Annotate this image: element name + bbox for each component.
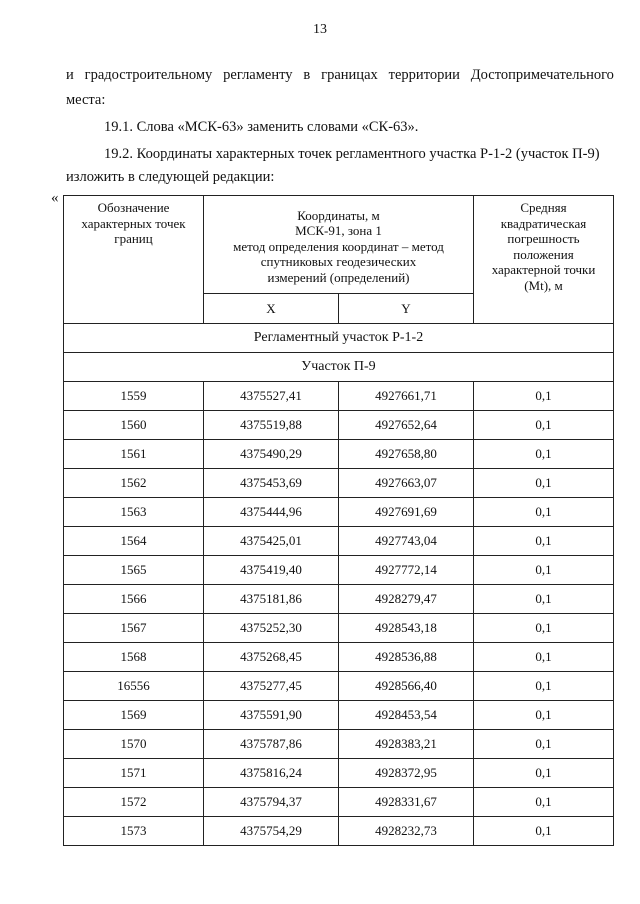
y-cell: 4928331,67: [339, 788, 474, 817]
header-text: квадратическая: [500, 215, 587, 231]
x-cell: 4375794,37: [204, 788, 339, 817]
y-cell: 4927663,07: [339, 469, 474, 498]
header-text: (Mt), м: [524, 277, 563, 293]
y-cell: 4928232,73: [339, 817, 474, 846]
mt-cell: 0,1: [474, 759, 614, 788]
x-cell: 4375419,40: [204, 556, 339, 585]
x-cell: 4375181,86: [204, 585, 339, 614]
word: территории: [388, 67, 460, 83]
x-cell: 4375444,96: [204, 498, 339, 527]
word: Достопримечательного: [470, 67, 614, 83]
table-row: [64, 643, 614, 672]
word: границах: [321, 67, 378, 83]
header-text: погрешность: [507, 231, 580, 246]
point-id-cell: 1568: [64, 643, 204, 672]
mt-cell: 0,1: [474, 643, 614, 672]
section-row: [64, 324, 614, 353]
mt-cell: 0,1: [474, 788, 614, 817]
table-row: [64, 527, 614, 556]
y-cell: 4928543,18: [339, 614, 474, 643]
word: градостроительному: [84, 67, 213, 83]
point-id-cell: 1571: [64, 759, 204, 788]
item-19-2-continuation: изложить в следующей редакции:: [66, 169, 275, 185]
x-cell: 4375453,69: [204, 469, 339, 498]
mt-cell: 0,1: [474, 411, 614, 440]
table-row: [64, 701, 614, 730]
point-id-cell: 1567: [64, 614, 204, 643]
point-id-cell: 1561: [64, 440, 204, 469]
point-id-cell: 1566: [64, 585, 204, 614]
table-row: [64, 469, 614, 498]
table-row: [64, 440, 614, 469]
x-cell: 4375591,90: [204, 701, 339, 730]
paragraph-line-2: места:: [66, 92, 106, 108]
header-x: X: [204, 294, 339, 324]
page-number: 13: [313, 22, 327, 37]
mt-cell: 0,1: [474, 527, 614, 556]
header-text: Обозначение: [97, 200, 170, 215]
header-designation: [64, 196, 204, 324]
table-row: [64, 672, 614, 701]
header-text: характерной точки: [491, 262, 596, 277]
y-cell: 4928372,95: [339, 759, 474, 788]
table-row: [64, 614, 614, 643]
x-cell: 4375816,24: [204, 759, 339, 788]
header-text: положения: [513, 246, 574, 262]
mt-cell: 0,1: [474, 672, 614, 701]
y-cell: 4927658,80: [339, 440, 474, 469]
word: регламенту: [223, 67, 293, 83]
x-cell: 4375787,86: [204, 730, 339, 759]
point-id-cell: 1559: [64, 382, 204, 411]
table-row: [64, 788, 614, 817]
x-cell: 4375527,41: [204, 382, 339, 411]
x-cell: 4375490,29: [204, 440, 339, 469]
table-row: [64, 759, 614, 788]
x-cell: 4375268,45: [204, 643, 339, 672]
header-error: [474, 196, 614, 324]
mt-cell: 0,1: [474, 382, 614, 411]
y-cell: 4927743,04: [339, 527, 474, 556]
mt-cell: 0,1: [474, 585, 614, 614]
table-row: [64, 730, 614, 759]
point-id-cell: 1570: [64, 730, 204, 759]
y-cell: 4927691,69: [339, 498, 474, 527]
header-text: спутниковых геодезических: [260, 254, 417, 270]
header-text: метод определения координат – метод: [233, 238, 444, 254]
word: в: [303, 67, 311, 83]
table-row: [64, 585, 614, 614]
table-row: [64, 498, 614, 527]
y-cell: 4928536,88: [339, 643, 474, 672]
y-cell: 4927772,14: [339, 556, 474, 585]
y-cell: 4927661,71: [339, 382, 474, 411]
point-id-cell: 1564: [64, 527, 204, 556]
subsection-row: [64, 353, 614, 382]
header-text: МСК-91, зона 1: [295, 223, 382, 239]
mt-cell: 0,1: [474, 614, 614, 643]
subsection-title: Участок П-9: [64, 353, 614, 382]
y-cell: 4927652,64: [339, 411, 474, 440]
mt-cell: 0,1: [474, 817, 614, 846]
table-row: [64, 382, 614, 411]
point-id-cell: 1565: [64, 556, 204, 585]
word: и: [66, 67, 74, 83]
mt-cell: 0,1: [474, 469, 614, 498]
point-id-cell: 1572: [64, 788, 204, 817]
x-cell: 4375425,01: [204, 527, 339, 556]
mt-cell: 0,1: [474, 730, 614, 759]
header-text: Координаты, м: [297, 207, 380, 223]
x-cell: 4375754,29: [204, 817, 339, 846]
mt-cell: 0,1: [474, 498, 614, 527]
y-cell: 4928279,47: [339, 585, 474, 614]
header-coordinates: [204, 196, 474, 294]
table-row: [64, 556, 614, 585]
table-header-row: [64, 196, 614, 294]
header-text: Средняя: [520, 200, 567, 215]
mt-cell: 0,1: [474, 556, 614, 585]
point-id-cell: 1562: [64, 469, 204, 498]
y-cell: 4928383,21: [339, 730, 474, 759]
table-row: [64, 817, 614, 846]
x-cell: 4375277,45: [204, 672, 339, 701]
point-id-cell: 1569: [64, 701, 204, 730]
header-text: границ: [114, 231, 153, 246]
point-id-cell: 1560: [64, 411, 204, 440]
y-cell: 4928453,54: [339, 701, 474, 730]
mt-cell: 0,1: [474, 440, 614, 469]
item-19-1: 19.1. Слова «МСК-63» заменить словами «СК-63».: [104, 119, 419, 135]
item-19-2: 19.2. Координаты характерных точек регламентного участка Р-1-2 (участок П-9): [104, 146, 600, 162]
mt-cell: 0,1: [474, 701, 614, 730]
opening-quote: «: [51, 190, 59, 206]
x-cell: 4375519,88: [204, 411, 339, 440]
section-title: Регламентный участок Р-1-2: [64, 324, 614, 353]
point-id-cell: 1573: [64, 817, 204, 846]
coordinates-table: [63, 195, 614, 846]
y-cell: 4928566,40: [339, 672, 474, 701]
x-cell: 4375252,30: [204, 614, 339, 643]
header-text: характерных точек: [81, 215, 186, 231]
point-id-cell: 1563: [64, 498, 204, 527]
table-row: [64, 411, 614, 440]
header-y: Y: [339, 294, 474, 324]
header-text: измерений (определений): [267, 269, 410, 285]
point-id-cell: 16556: [64, 672, 204, 701]
paragraph-line-1: [66, 66, 614, 84]
